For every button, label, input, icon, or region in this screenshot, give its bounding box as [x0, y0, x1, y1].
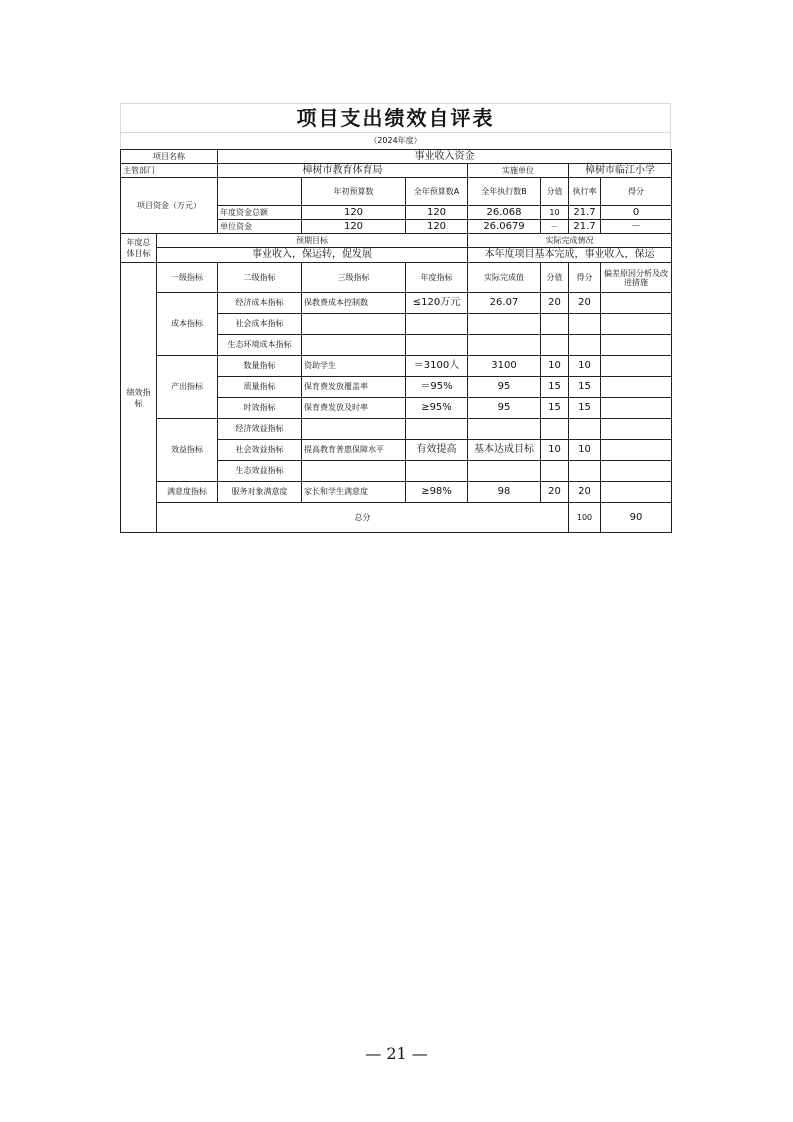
funds-h-full: 全年预算数A	[406, 178, 468, 206]
perf-score: 20	[541, 482, 569, 503]
perf-get	[569, 335, 601, 356]
perf-h-score: 分值	[541, 263, 569, 293]
funds-h-rate: 执行率	[569, 178, 601, 206]
perf-target: ≤120万元	[406, 293, 468, 314]
perf-row	[121, 293, 672, 314]
perf-l1-cost: 成本指标	[157, 293, 218, 356]
perf-actual: 基本达成目标	[468, 440, 541, 461]
perf-l3	[302, 461, 406, 482]
perf-target: ＝95%	[406, 377, 468, 398]
funds-h-exec: 全年执行数B	[468, 178, 541, 206]
perf-get: 20	[569, 482, 601, 503]
goal-row	[121, 248, 672, 263]
funds-row-exec: 26.0679	[468, 220, 541, 234]
total-get: 90	[601, 503, 672, 533]
funds-row-rate: 21.7	[569, 206, 601, 220]
perf-deviation	[601, 356, 672, 377]
goal-h-expected: 预期目标	[157, 234, 468, 248]
goal-label: 年度总体目标	[121, 234, 157, 263]
perf-l3: 保育费发放覆盖率	[302, 377, 406, 398]
perf-deviation	[601, 335, 672, 356]
perf-target: ≥98%	[406, 482, 468, 503]
perf-score: 10	[541, 440, 569, 461]
funds-blank	[218, 178, 302, 206]
perf-target: 有效提高	[406, 440, 468, 461]
perf-label: 绩效指标	[121, 263, 157, 533]
perf-l1-benefit: 效益指标	[157, 419, 218, 482]
funds-row-initial: 120	[302, 206, 406, 220]
perf-score: 10	[541, 356, 569, 377]
perf-target	[406, 461, 468, 482]
perf-l1-output: 产出指标	[157, 356, 218, 419]
perf-row	[121, 419, 672, 440]
perf-target	[406, 335, 468, 356]
dept-row	[121, 164, 672, 178]
perf-actual: 98	[468, 482, 541, 503]
perf-actual	[468, 419, 541, 440]
funds-h-initial: 年初预算数	[302, 178, 406, 206]
perf-deviation	[601, 377, 672, 398]
funds-row-score: 10	[541, 206, 569, 220]
goal-actual: 本年度项目基本完成，事业收入，保运	[468, 248, 672, 263]
perf-deviation	[601, 419, 672, 440]
perf-score	[541, 335, 569, 356]
perf-actual: 3100	[468, 356, 541, 377]
perf-h-l2: 二级指标	[218, 263, 302, 293]
perf-deviation	[601, 440, 672, 461]
perf-l3: 保育费发放及时率	[302, 398, 406, 419]
page-number: — 21 —	[365, 1044, 428, 1063]
dept-label: 主管部门	[121, 164, 218, 178]
perf-l3	[302, 335, 406, 356]
perf-get: 10	[569, 356, 601, 377]
self-evaluation-table	[120, 149, 672, 533]
perf-l1-satisfaction: 满意度指标	[157, 482, 218, 503]
funds-h-score: 分值	[541, 178, 569, 206]
perf-l3: 保教费成本控制数	[302, 293, 406, 314]
perf-l2: 经济效益指标	[218, 419, 302, 440]
perf-deviation	[601, 314, 672, 335]
perf-l3: 提高教育普惠保障水平	[302, 440, 406, 461]
perf-actual: 26.07	[468, 293, 541, 314]
perf-target: ≥95%	[406, 398, 468, 419]
perf-target: ＝3100人	[406, 356, 468, 377]
perf-score: 15	[541, 398, 569, 419]
perf-l2: 社会成本指标	[218, 314, 302, 335]
funds-row-name: 单位资金	[218, 220, 302, 234]
perf-h-get: 得分	[569, 263, 601, 293]
perf-header-row	[121, 263, 672, 293]
perf-row	[121, 356, 672, 377]
perf-row	[121, 482, 672, 503]
perf-l2: 经济成本指标	[218, 293, 302, 314]
funds-row-rate: 21.7	[569, 220, 601, 234]
perf-get	[569, 419, 601, 440]
perf-score	[541, 461, 569, 482]
project-name-label: 项目名称	[121, 150, 218, 164]
performance-table-sheet	[120, 103, 671, 533]
funds-row-get: －	[601, 220, 672, 234]
funds-row-score: －	[541, 220, 569, 234]
perf-score: 15	[541, 377, 569, 398]
funds-row-full: 120	[406, 206, 468, 220]
perf-target	[406, 314, 468, 335]
perf-l2: 质量指标	[218, 377, 302, 398]
funds-row-name: 年度资金总额	[218, 206, 302, 220]
perf-target	[406, 419, 468, 440]
perf-get	[569, 461, 601, 482]
perf-actual: 95	[468, 377, 541, 398]
perf-l3: 资助学生	[302, 356, 406, 377]
perf-l3	[302, 419, 406, 440]
funds-h-get: 得分	[601, 178, 672, 206]
perf-actual	[468, 335, 541, 356]
perf-actual: 95	[468, 398, 541, 419]
project-name-value: 事业收入资金	[218, 150, 672, 164]
project-name-row	[121, 150, 672, 164]
perf-h-l3: 三级指标	[302, 263, 406, 293]
perf-get: 20	[569, 293, 601, 314]
perf-l2: 社会效益指标	[218, 440, 302, 461]
perf-h-deviation: 偏差原因分析及改进措施	[601, 263, 672, 293]
perf-l2: 生态环境成本指标	[218, 335, 302, 356]
goal-header-row	[121, 234, 672, 248]
funds-row-initial: 120	[302, 220, 406, 234]
perf-l2: 服务对象满意度	[218, 482, 302, 503]
funds-header-row	[121, 178, 672, 206]
perf-deviation	[601, 461, 672, 482]
goal-expected: 事业收入，保运转，促发展	[157, 248, 468, 263]
funds-row-exec: 26.068	[468, 206, 541, 220]
impl-value: 樟树市临江小学	[569, 164, 672, 178]
total-row	[121, 503, 672, 533]
perf-deviation	[601, 293, 672, 314]
perf-get	[569, 314, 601, 335]
perf-deviation	[601, 482, 672, 503]
total-label: 总分	[157, 503, 569, 533]
perf-l2: 时效指标	[218, 398, 302, 419]
page-title: 项目支出绩效自评表	[120, 103, 671, 132]
perf-h-actual: 实际完成值	[468, 263, 541, 293]
perf-h-target: 年度指标	[406, 263, 468, 293]
funds-label: 项目资金（万元）	[121, 178, 218, 234]
perf-l2: 生态效益指标	[218, 461, 302, 482]
perf-score: 20	[541, 293, 569, 314]
perf-l3: 家长和学生满意度	[302, 482, 406, 503]
funds-row-full: 120	[406, 220, 468, 234]
impl-label: 实施单位	[468, 164, 569, 178]
perf-h-l1: 一级指标	[157, 263, 218, 293]
perf-l2: 数量指标	[218, 356, 302, 377]
year-label: （2024年度）	[120, 132, 671, 149]
perf-l3	[302, 314, 406, 335]
perf-get: 15	[569, 377, 601, 398]
perf-actual	[468, 314, 541, 335]
goal-h-actual: 实际完成情况	[468, 234, 672, 248]
perf-score	[541, 314, 569, 335]
perf-actual	[468, 461, 541, 482]
perf-deviation	[601, 398, 672, 419]
dept-value: 樟树市教育体育局	[218, 164, 468, 178]
perf-get: 10	[569, 440, 601, 461]
funds-row-get: 0	[601, 206, 672, 220]
perf-score	[541, 419, 569, 440]
perf-get: 15	[569, 398, 601, 419]
total-score: 100	[569, 503, 601, 533]
